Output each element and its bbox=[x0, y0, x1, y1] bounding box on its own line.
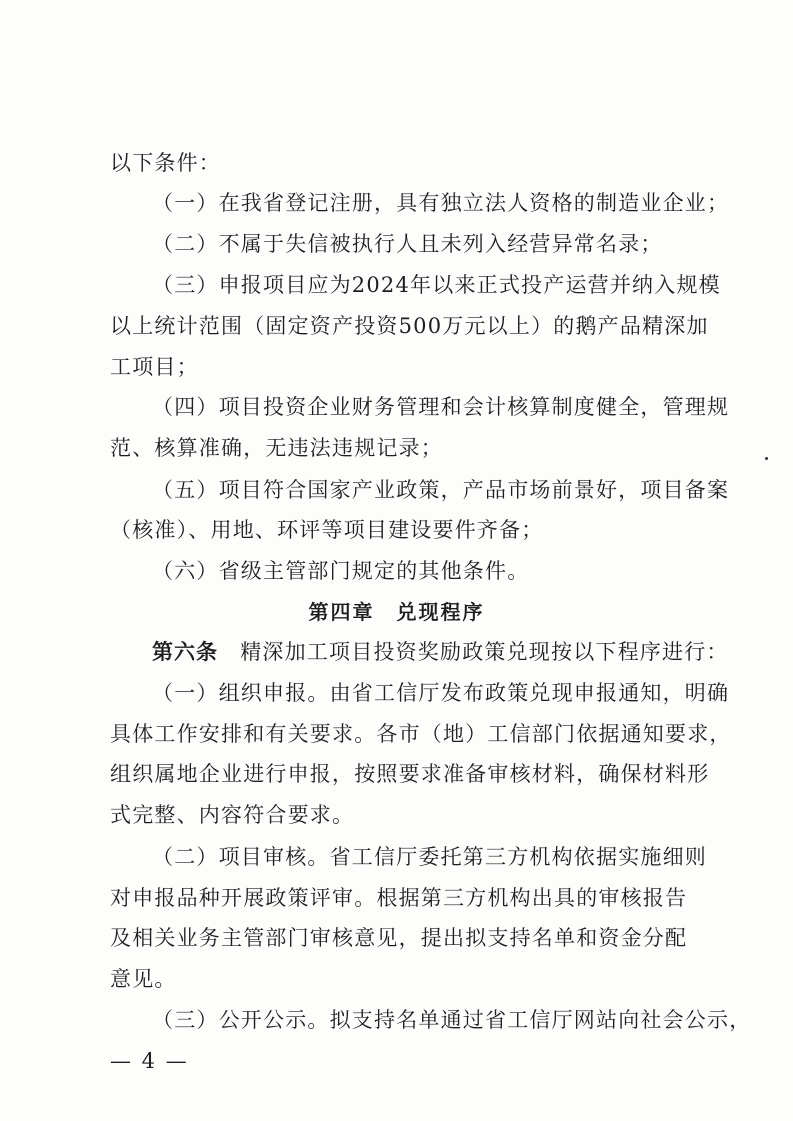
text-line: 对申报品种开展政策评审。根据第三方机构出具的审核报告 bbox=[110, 886, 688, 910]
procedure-item-3: （三）公开公示。拟支持名单通过省工信厅网站向社会公示， bbox=[152, 1008, 752, 1032]
text-line: 工项目； bbox=[110, 355, 199, 379]
text-line: 以下条件： bbox=[110, 151, 221, 175]
list-item-3: （三）申报项目应为2024年以来正式投产运营并纳入规模 bbox=[152, 273, 721, 297]
list-item-1: （一）在我省登记注册，具有独立法人资格的制造业企业； bbox=[152, 191, 730, 215]
list-item-4: （四）项目投资企业财务管理和会计核算制度健全，管理规 bbox=[152, 395, 730, 419]
text-line: （核准）、用地、环评等项目建设要件齐备； bbox=[110, 518, 544, 542]
text-line: 具体工作安排和有关要求。各市（地）工信部门依据通知要求， bbox=[110, 722, 732, 746]
procedure-item-1: （一）组织申报。由省工信厅发布政策兑现申报通知，明确 bbox=[152, 681, 730, 705]
article-line bbox=[152, 638, 729, 666]
text-line: 以上统计范围（固定资产投资500万元以上）的鹅产品精深加 bbox=[110, 314, 709, 338]
text-line: 意见。 bbox=[110, 967, 177, 991]
text-line: 范、核算准确，无违法违规记录； bbox=[110, 436, 443, 460]
list-item-5: （五）项目符合国家产业政策，产品市场前景好，项目备案 bbox=[152, 478, 730, 502]
procedure-item-2: （二）项目审核。省工信厅委托第三方机构依据实施细则 bbox=[152, 845, 707, 869]
article-label: 第六条 bbox=[152, 640, 218, 664]
chapter-heading: 第四章 兑现程序 bbox=[308, 600, 485, 624]
list-item-2: （二）不属于失信被执行人且未列入经营异常名录； bbox=[152, 232, 663, 256]
text-line: 组织属地企业进行申报，按照要求准备审核材料，确保材料形 bbox=[110, 762, 710, 786]
article-text: 精深加工项目投资奖励政策兑现按以下程序进行： bbox=[218, 640, 729, 664]
page-number: — 4 — bbox=[110, 1049, 189, 1073]
text-line: 及相关业务主管部门审核意见，提出拟支持名单和资金分配 bbox=[110, 926, 688, 950]
scan-speck bbox=[765, 457, 768, 460]
text-line: 式完整、内容符合要求。 bbox=[110, 803, 355, 827]
list-item-6: （六）省级主管部门规定的其他条件。 bbox=[152, 559, 530, 583]
